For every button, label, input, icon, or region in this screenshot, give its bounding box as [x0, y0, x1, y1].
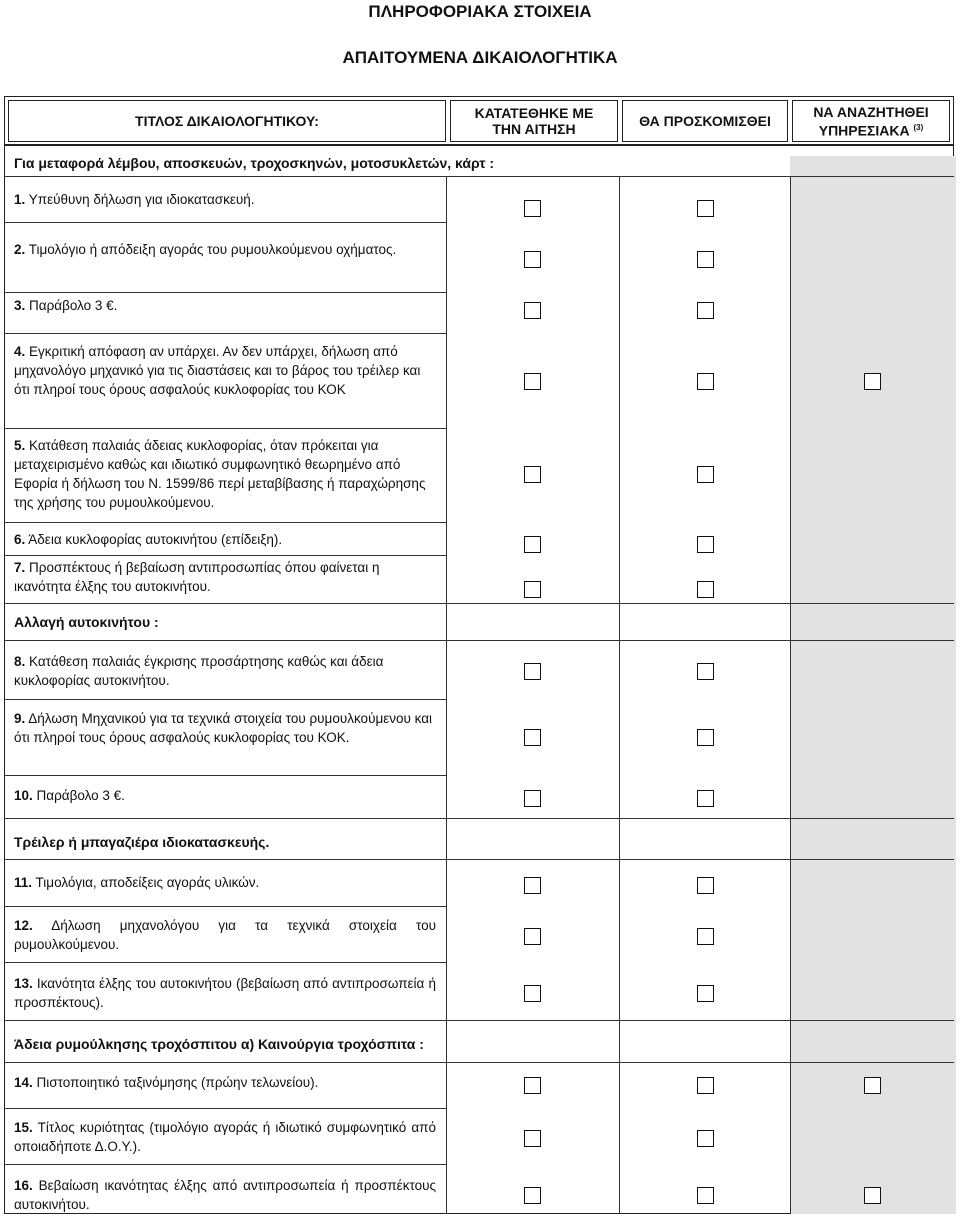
- checkbox-will-bring-14[interactable]: [697, 1077, 714, 1094]
- column-divider-1: [446, 176, 447, 1214]
- document-item-5: 5. Κατάθεση παλαιάς άδειας κυκλοφορίας, όταν πρόκειται για μεταχειρισμένο καθώς και ιδιωτικό συμφωνητικό θεωρημένο από Εφορία ή δήλωση του Ν. 1599/86 περί μεταβίβασης ή παραχώρησης της χρήσης του ρυμουλκούμενου.: [14, 438, 426, 510]
- row-divider: [4, 818, 954, 819]
- section-heading: Άδεια ρυμούλκησης τροχόσπιτου α) Καινούργια τροχόσπιτα :: [14, 1036, 424, 1052]
- checkbox-submitted-14[interactable]: [524, 1077, 541, 1094]
- checkbox-will-bring-10[interactable]: [697, 790, 714, 807]
- checkbox-will-bring-2[interactable]: [697, 251, 714, 268]
- checkbox-will-bring-15[interactable]: [697, 1130, 714, 1147]
- document-item-9: 9. Δήλωση Μηχανικού για τα τεχνικά στοιχεία του ρυμουλκούμενου και ότι πληροί τους όρους ασφαλούς κυκλοφορίας του ΚΟΚ.: [14, 711, 433, 745]
- checkbox-service-16[interactable]: [864, 1187, 881, 1204]
- document-item-2: 2. Τιμολόγιο ή απόδειξη αγοράς του ρυμουλκούμενου οχήματος.: [14, 242, 397, 257]
- document-item-6: 6. Άδεια κυκλοφορίας αυτοκινήτου (επίδειξη).: [14, 532, 283, 547]
- checkbox-will-bring-8[interactable]: [697, 663, 714, 680]
- document-item-15: 15. Τίτλος κυριότητας (τιμολόγιο αγοράς ή ιδιωτικό συμφωνητικό από οποιαδήποτε Δ.Ο.Υ.).: [14, 1120, 436, 1154]
- checkbox-submitted-15[interactable]: [524, 1130, 541, 1147]
- document-item-16: 16. Βεβαίωση ικανότητας έλξης από αντιπροσωπεία ή προσπέκτους αυτοκινήτου.: [14, 1178, 436, 1212]
- document-item-12: 12. Δήλωση μηχανολόγου για τα τεχνικά στοιχεία του ρυμουλκούμενου.: [14, 918, 436, 952]
- header-service-lookup: ΝΑ ΑΝΑΖΗΤΗΘΕΙ ΥΠΗΡΕΣΙΑΚΑ $^{(3)}$: [792, 100, 950, 142]
- checkbox-will-bring-3[interactable]: [697, 302, 714, 319]
- section-heading: Τρέιλερ ή μπαγαζιέρα ιδιοκατασκευής.: [14, 834, 270, 850]
- document-item-4: 4. Εγκριτική απόφαση αν υπάρχει. Αν δεν υπάρχει, δήλωση από μηχανολόγο μηχανικό για τις διαστάσεις και το βάρος του τρέιλερ και ότι πληροί τους όρους ασφαλούς κυκλοφορίας του ΚΟΚ: [14, 344, 421, 397]
- checkbox-will-bring-5[interactable]: [697, 466, 714, 483]
- row-divider: [4, 292, 446, 293]
- row-divider: [4, 699, 446, 700]
- checkbox-submitted-7[interactable]: [524, 581, 541, 598]
- row-divider: [4, 1062, 954, 1063]
- checkbox-submitted-3[interactable]: [524, 302, 541, 319]
- checkbox-will-bring-4[interactable]: [697, 373, 714, 390]
- checkbox-will-bring-6[interactable]: [697, 536, 714, 553]
- checkbox-will-bring-11[interactable]: [697, 877, 714, 894]
- document-item-11: 11. Τιμολόγια, αποδείξεις αγοράς υλικών.: [14, 875, 260, 890]
- checkbox-will-bring-7[interactable]: [697, 581, 714, 598]
- checkbox-will-bring-16[interactable]: [697, 1187, 714, 1204]
- document-item-1: 1. Υπεύθυνη δήλωση για ιδιοκατασκευή.: [14, 192, 255, 207]
- checkbox-submitted-9[interactable]: [524, 729, 541, 746]
- service-column-shading: [790, 156, 956, 1214]
- document-item-7: 7. Προσπέκτους ή βεβαίωση αντιπροσωπίας όπου φαίνεται η ικανότητα έλξης του αυτοκινήτου.: [14, 560, 380, 594]
- checkbox-will-bring-12[interactable]: [697, 928, 714, 945]
- row-divider: [4, 1108, 446, 1109]
- checkbox-submitted-8[interactable]: [524, 663, 541, 680]
- section-heading: Αλλαγή αυτοκινήτου :: [14, 614, 159, 630]
- row-divider: [4, 222, 446, 223]
- header-submitted-with-application: ΚΑΤΑΤΕΘΗΚΕ ΜΕ ΤΗΝ ΑΙΤΗΣΗ: [450, 100, 618, 142]
- checkbox-submitted-11[interactable]: [524, 877, 541, 894]
- document-item-8: 8. Κατάθεση παλαιάς έγκρισης προσάρτησης καθώς και άδεια κυκλοφορίας αυτοκινήτου.: [14, 654, 384, 688]
- checkbox-submitted-4[interactable]: [524, 373, 541, 390]
- row-divider: [4, 176, 954, 177]
- header-will-be-submitted: ΘΑ ΠΡΟΣΚΟΜΙΣΘΕΙ: [622, 100, 788, 142]
- checkbox-submitted-2[interactable]: [524, 251, 541, 268]
- row-divider: [4, 906, 446, 907]
- row-divider: [4, 1164, 446, 1165]
- document-item-3: 3. Παράβολο 3 €.: [14, 298, 118, 313]
- document-item-10: 10. Παράβολο 3 €.: [14, 788, 125, 803]
- checkbox-submitted-16[interactable]: [524, 1187, 541, 1204]
- checkbox-submitted-6[interactable]: [524, 536, 541, 553]
- row-divider: [4, 775, 446, 776]
- checkbox-submitted-12[interactable]: [524, 928, 541, 945]
- checkbox-will-bring-1[interactable]: [697, 200, 714, 217]
- section-heading: Για μεταφορά λέμβου, αποσκευών, τροχοσκηνών, μοτοσυκλετών, κάρτ :: [14, 155, 495, 171]
- checkbox-submitted-13[interactable]: [524, 985, 541, 1002]
- row-divider: [4, 555, 446, 556]
- page-subtitle: ΑΠΑΙΤΟΥΜΕΝΑ ΔΙΚΑΙΟΛΟΓΗΤΙΚΑ: [342, 48, 618, 67]
- row-divider: [4, 333, 446, 334]
- checkbox-will-bring-9[interactable]: [697, 729, 714, 746]
- row-divider: [4, 428, 446, 429]
- row-divider: [4, 962, 446, 963]
- row-divider: [4, 522, 446, 523]
- row-divider: [4, 1020, 954, 1021]
- checkbox-submitted-5[interactable]: [524, 466, 541, 483]
- column-divider-2: [619, 176, 620, 1214]
- column-divider-3: [790, 176, 791, 1214]
- page-title: ΠΛΗΡΟΦΟΡΙΑΚΑ ΣΤΟΙΧΕΙΑ: [368, 2, 592, 21]
- header-divider: [4, 144, 954, 146]
- row-divider: [4, 640, 954, 641]
- document-item-13: 13. Ικανότητα έλξης του αυτοκινήτου (βεβαίωση από αντιπροσωπεία ή προσπέκτους).: [14, 976, 436, 1010]
- document-item-14: 14. Πιστοποιητικό ταξινόμησης (πρώην τελωνείου).: [14, 1075, 319, 1090]
- checkbox-submitted-10[interactable]: [524, 790, 541, 807]
- checkbox-will-bring-13[interactable]: [697, 985, 714, 1002]
- checkbox-service-4[interactable]: [864, 373, 881, 390]
- checkbox-submitted-1[interactable]: [524, 200, 541, 217]
- checkbox-service-14[interactable]: [864, 1077, 881, 1094]
- row-divider: [4, 859, 954, 860]
- header-document-title: ΤΙΤΛΟΣ ΔΙΚΑΙΟΛΟΓΗΤΙΚΟΥ:: [8, 100, 446, 142]
- row-divider: [4, 603, 954, 604]
